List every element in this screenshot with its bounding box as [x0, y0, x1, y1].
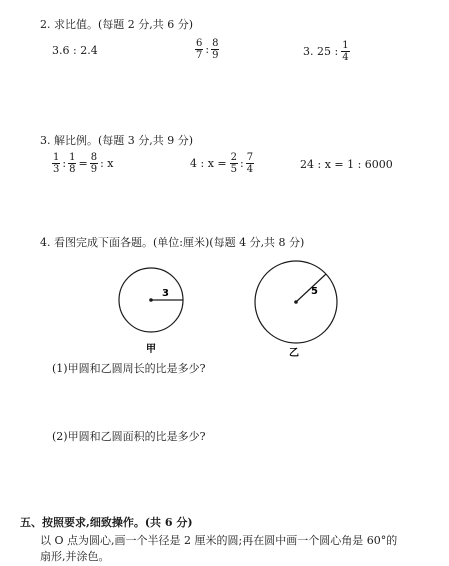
q2-item-2: $\frac{6}{7}$ : $\frac{8}{9}$: [196, 38, 219, 61]
fraction: $\frac{1}{4}$: [342, 40, 349, 63]
q3-heading: 3. 解比例。(每题 3 分,共 9 分): [40, 134, 194, 147]
q4-heading: 4. 看图完成下面各题。(单位:厘米)(每题 4 分,共 8 分): [40, 236, 305, 249]
circle-a: [119, 268, 183, 355]
q3-item-2: 4 : x = $\frac{2}{5}$ : $\frac{7}{4}$: [190, 152, 254, 175]
fraction: $\frac{8}{9}$: [90, 152, 98, 175]
fraction: $\frac{6}{7}$: [196, 38, 203, 61]
q3-item-3: 24 : x = 1 : 6000: [300, 158, 393, 171]
radius-label-a: 3: [162, 288, 169, 299]
circle-name-b: 乙: [289, 348, 299, 359]
q2-item-3: 3. 25 : $\frac{1}{4}$: [303, 40, 349, 63]
circle-name-a: 甲: [146, 344, 156, 355]
circle-b: [255, 261, 337, 359]
radius-label-b: 5: [311, 286, 318, 297]
section5-line-1: 以 O 点为圆心,画一个半径是 2 厘米的圆;再在圆中画一个圆心角是 60°的: [40, 534, 398, 547]
q2-item-1: 3.6 : 2.4: [52, 44, 98, 57]
q2-heading: 2. 求比值。(每题 2 分,共 6 分): [40, 18, 194, 31]
fraction: $\frac{2}{5}$: [230, 152, 237, 175]
q3-item-1: $\frac{1}{3}$ : $\frac{1}{8}$ = $\frac{8}{9}$ : x: [53, 152, 114, 175]
q4-sub-question-1: (1)甲圆和乙圆周长的比是多少?: [52, 362, 206, 375]
fraction: $\frac{7}{4}$: [246, 152, 254, 175]
fraction: $\frac{1}{3}$: [53, 152, 60, 175]
section5-heading: 五、按照要求,细致操作。(共 6 分): [20, 516, 193, 529]
fraction: $\frac{1}{8}$: [69, 152, 76, 175]
fraction: $\frac{8}{9}$: [212, 38, 219, 61]
section5-line-2: 扇形,并涂色。: [40, 550, 110, 563]
q4-sub-question-2: (2)甲圆和乙圆面积的比是多少?: [52, 430, 206, 443]
